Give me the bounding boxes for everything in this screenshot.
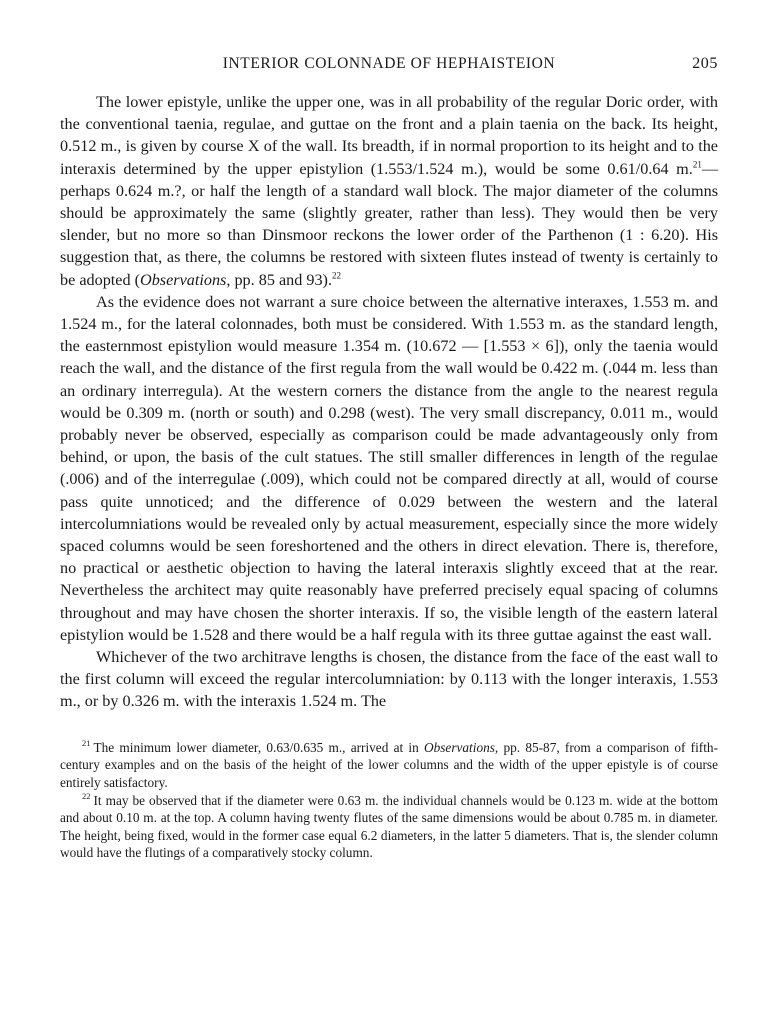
footnote-text: It may be observed that if the diameter were 0.63 m. the individual channels would be 0.123 m. wide at the bottom and about 0.10 m. at the top. A column having twenty flutes of the same dimensions would be about 0.785 m. in diameter. The height, being fixed, would in the former case equal 6.2 diameters, in the latter 5 diameters. That is, the slender column would have the flutings of a comparatively stocky column. — [60, 792, 718, 861]
running-title: INTERIOR COLONNADE OF HEPHAISTEION — [222, 55, 556, 72]
cited-title: Observations, — [424, 739, 499, 755]
footnote-ref: 22 — [332, 270, 341, 281]
footnote — [60, 792, 718, 862]
paragraph-text: —perhaps 0.624 m.?, or half the length of a standard wall block. The major diameter of the columns should be approximately the same (slightly greater, rather than less). They would then be very slender, but no more so than Dinsmoor reckons the lower order of the Parthenon (1 : 6.20). His suggestion that, as there, the columns be restored with sixteen flutes instead of twenty is certainly to be adopted ( — [60, 159, 718, 289]
cited-title: Observations, — [140, 270, 231, 289]
page-number: 205 — [692, 55, 718, 72]
body-text — [60, 91, 718, 713]
footnotes — [60, 739, 718, 862]
paragraph-text: The lower epistyle, unlike the upper one, was in all probability of the regular Doric order, with the conventional taenia, regulae, and guttae on the front and a plain taenia on the back. Its height, 0.512 m., is given by course X of the wall. Its breadth, if in normal proportion to its height and to the interaxis determined by the upper epistylion (1.553/1.524 m.), would be some 0.61/0.64 m. — [60, 93, 718, 178]
paragraph: Whichever of the two architrave lengths is chosen, the distance from the face of the east wall to the first column will exceed the regular intercolumniation: by 0.113 with the longer interaxis, 1.553 m., or by 0.326 m. with the interaxis 1.524 m. The — [60, 648, 718, 711]
paragraph — [60, 91, 718, 291]
book-page — [60, 55, 718, 862]
footnote-number: 22 — [82, 791, 91, 802]
footnote-text: pp. 85-87, from a comparison of fifth-century examples and on the basis of the height of the lower columns and the width of the upper epistyle is of course entirely satisfactory. — [60, 739, 718, 790]
running-head — [60, 55, 718, 83]
footnote-ref: 21 — [692, 159, 702, 170]
footnote-number: 21 — [82, 738, 91, 749]
paragraph-text: pp. 85 and 93). — [230, 270, 332, 289]
footnote — [60, 739, 718, 791]
footnote-text: The minimum lower diameter, 0.63/0.635 m., arrived at in — [93, 739, 424, 755]
paragraph: As the evidence does not warrant a sure choice between the alternative interaxes, 1.553 m. and 1.524 m., for the lateral colonnades, both must be considered. With 1.553 m. as the standard length, the easternmost epistylion would measure 1.354 m. (10.672 — [1.553 × 6]), only the taenia would reach the wall, and the distance of the first regula from the wall would be 0.422 m. (.044 m. less than an ordinary interregula). At the western corners the distance from the angle to the nearest regula would be 0.309 m. (north or south) and 0.298 (west). The very small discrepancy, 0.011 m., would probably never be observed, especially as comparison could be made advantageously only from behind, or upon, the basis of the cult statues. The still smaller differences in length of the regulae (.006) and of the interregulae (.009), which could not be compared directly at all, would of course pass quite unnoticed; and the difference of 0.029 between the western and the lateral intercolumniations would be revealed only by actual measurement, especially since the more widely spaced columns would be seen foreshortened and the others in direct elevation. There is, therefore, no practical or aesthetic objection to having the lateral interaxis slightly exceed that at the rear. Nevertheless the architect may quite reasonably have preferred precisely equal spacing of columns throughout and may have chosen the shorter interaxis. If so, the visible length of the eastern lateral epistylion would be 1.528 and there would be a half regula with its three guttae against the east wall. — [60, 292, 718, 644]
